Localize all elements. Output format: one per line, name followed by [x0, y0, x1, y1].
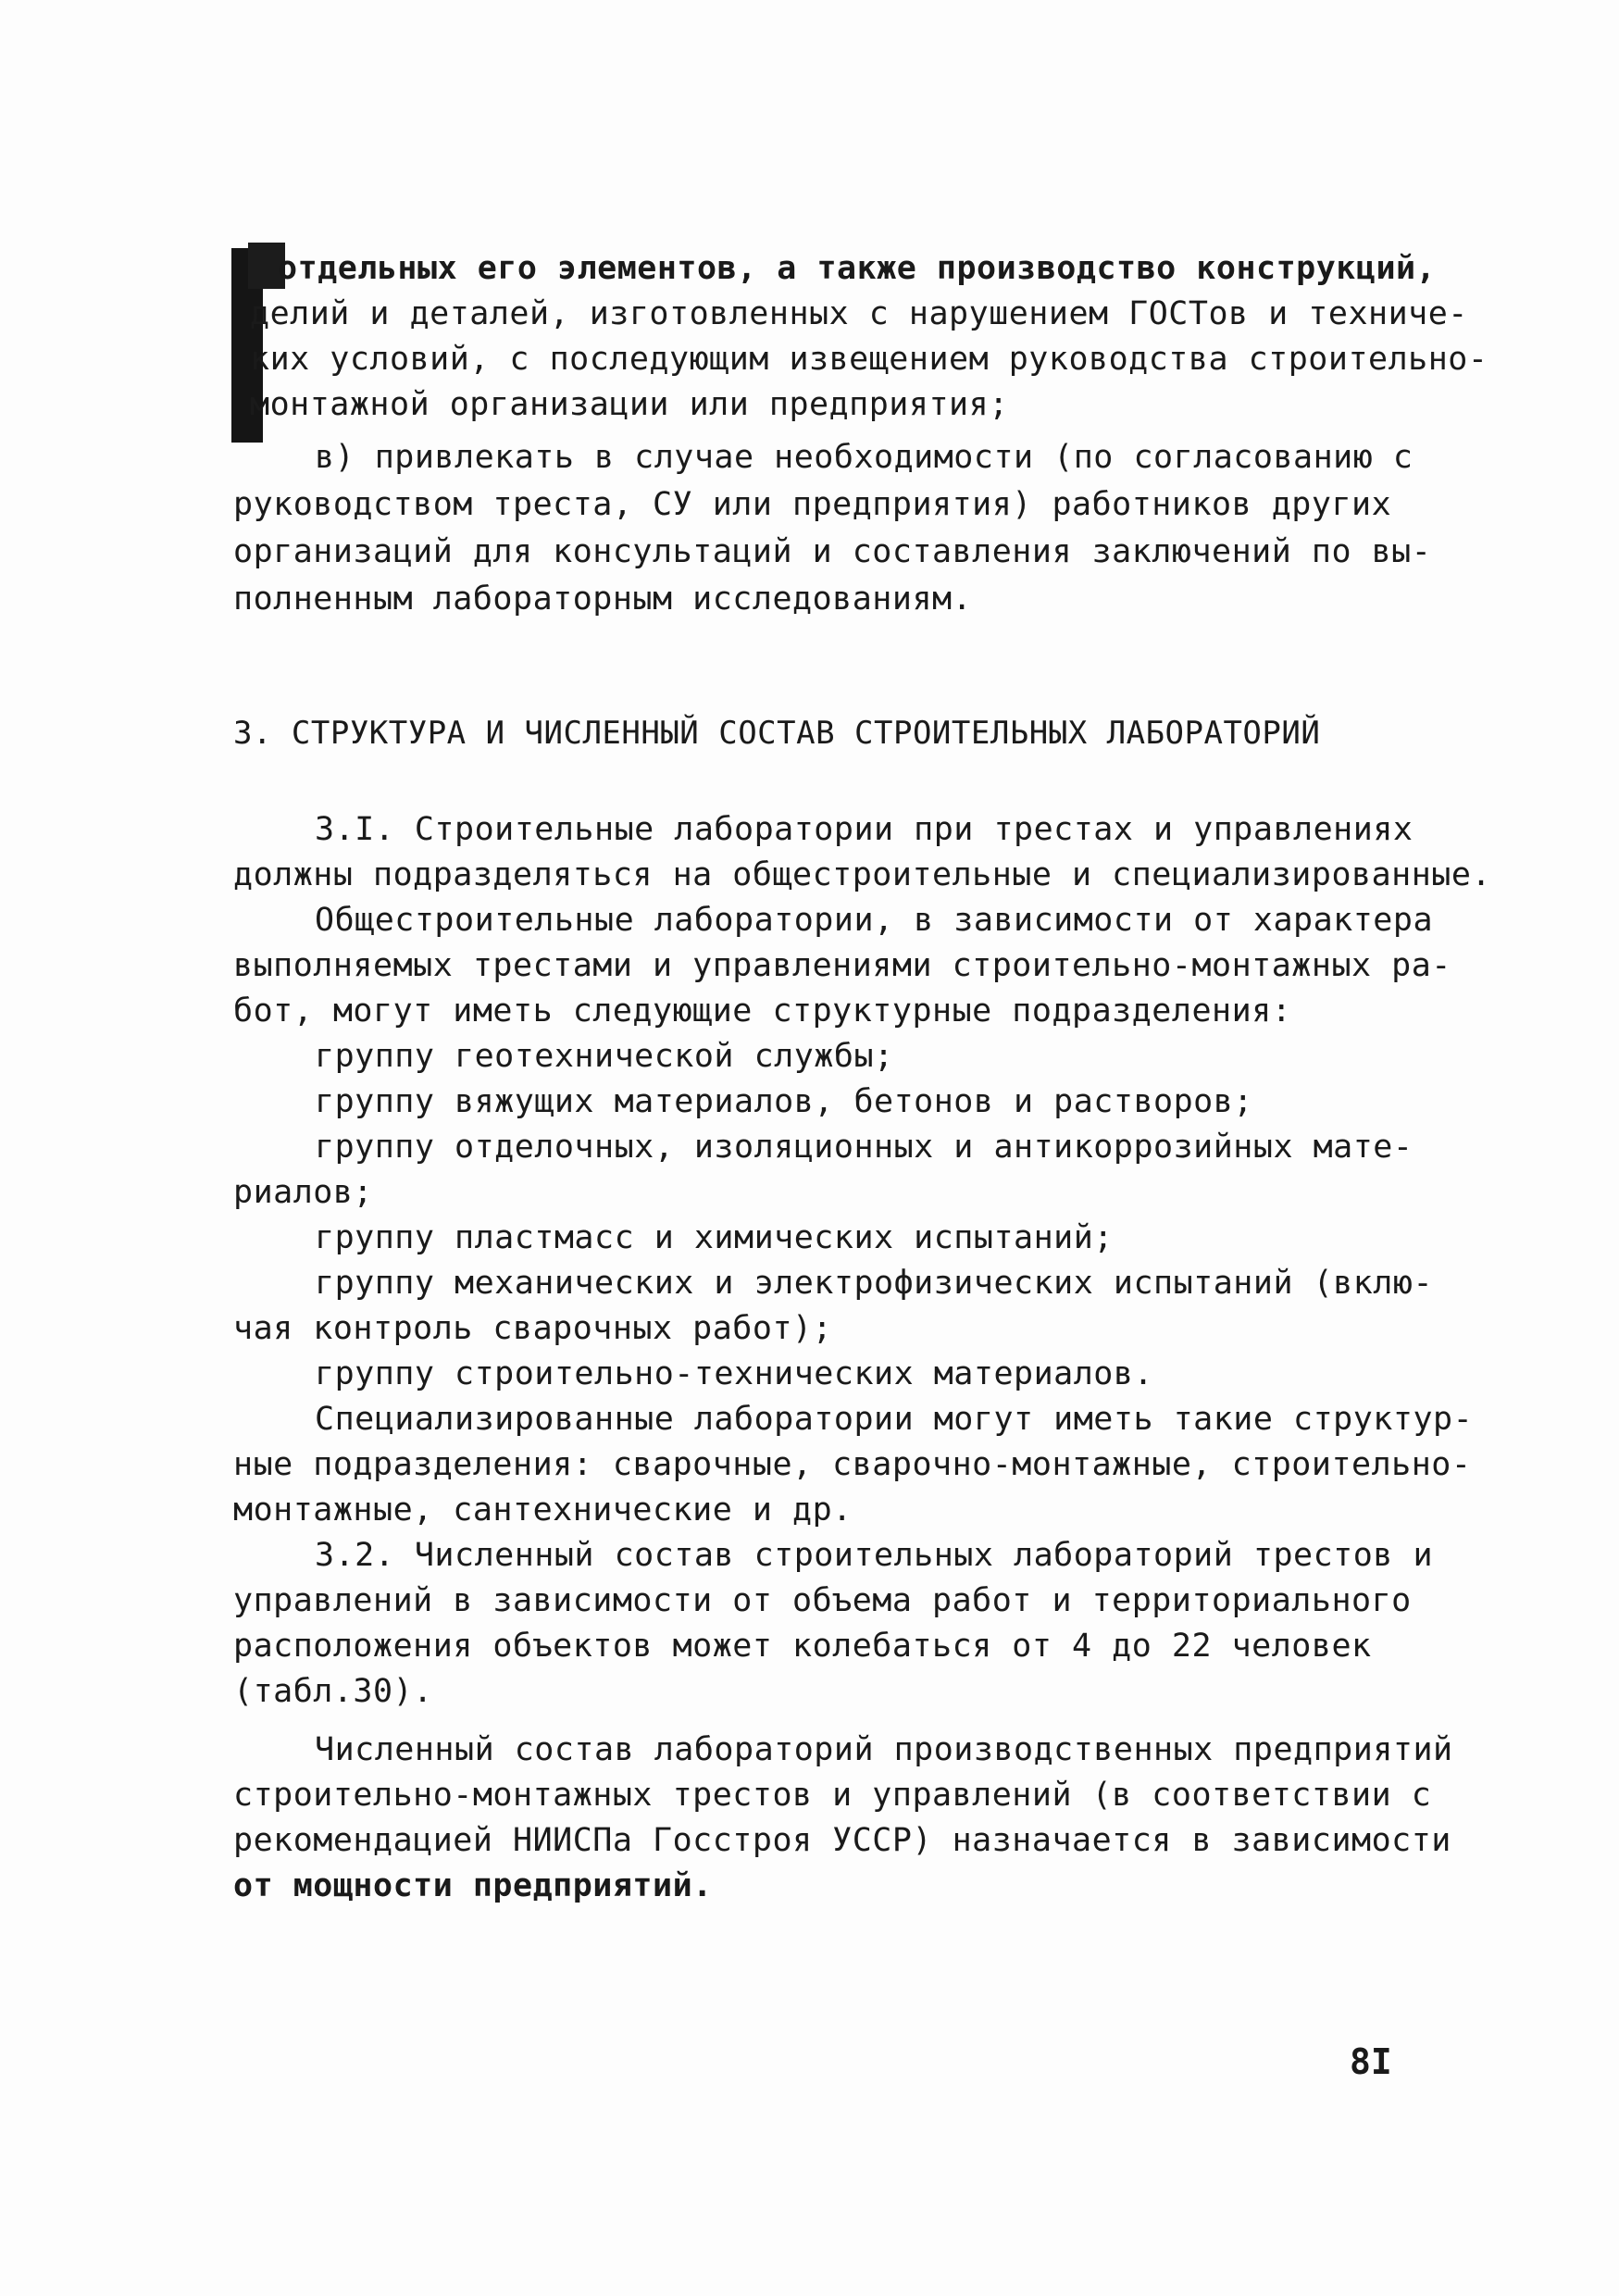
text-line: риалов;	[233, 1174, 374, 1211]
text-line: Общестроительные лаборатории, в зависимости от характера	[315, 902, 1434, 939]
text-line: должны подразделяться на общестроительные и специализированные.	[233, 856, 1492, 893]
text-line: группу отделочных, изоляционных и антикоррозийных мате-	[315, 1129, 1414, 1166]
text-line: строительно-монтажных трестов и управлений (в соответствии с	[233, 1777, 1432, 1814]
text-line: бот, могут иметь следующие структурные подразделения:	[233, 992, 1292, 1029]
section-heading: 3. СТРУКТУРА И ЧИСЛЕННЫЙ СОСТАВ СТРОИТЕЛЬНЫХ ЛАБОРАТОРИЙ	[233, 715, 1321, 752]
text-line: 3.I. Строительные лаборатории при трестах и управлениях	[315, 811, 1414, 848]
text-line: рекомендацией НИИСПа Госстроя УССР) назначается в зависимости	[233, 1822, 1451, 1859]
text-line: в) привлекать в случае необходимости (по согласованию с	[315, 439, 1414, 476]
text-line: группу пластмасс и химических испытаний;	[315, 1219, 1114, 1256]
text-line: организаций для консультаций и составления заключений по вы-	[233, 533, 1432, 570]
text-line: ких условий, с последующим извещением руководства строительно-	[250, 341, 1488, 378]
text-line: группу вяжущих материалов, бетонов и растворов;	[315, 1083, 1253, 1120]
text-line: (табл.30).	[233, 1673, 433, 1710]
text-line: чая контроль сварочных работ);	[233, 1310, 833, 1347]
text-line: монтажной организации или предприятия;	[250, 386, 1009, 423]
text-line: полненным лабораторным исследованиям.	[233, 580, 973, 618]
text-line: Численный состав лабораторий производственных предприятий	[315, 1731, 1453, 1768]
text-line: группу строительно-технических материалов.	[315, 1355, 1154, 1392]
text-line: группу геотехнической службы;	[315, 1038, 894, 1075]
text-line: Специализированные лаборатории могут иметь такие структур-	[315, 1401, 1474, 1438]
text-line: делий и деталей, изготовленных с нарушением ГОСТов и техниче-	[250, 295, 1468, 332]
text-line: руководством треста, СУ или предприятия) работников других	[233, 486, 1392, 523]
page-number: 8I	[1350, 2041, 1392, 2082]
text-line: расположения объектов может колебаться от 4 до 22 человек	[233, 1628, 1372, 1665]
text-line: 3.2. Численный состав строительных лабораторий трестов и	[315, 1537, 1434, 1574]
text-line: монтажные, сантехнические и др.	[233, 1491, 853, 1529]
text-line: выполняемых трестами и управлениями строительно-монтажных ра-	[233, 947, 1451, 984]
text-line: от мощности предприятий.	[233, 1867, 713, 1904]
text-line: отдельных его элементов, а также производство конструкций,	[278, 250, 1437, 287]
text-line: управлений в зависимости от объема работ и территориального	[233, 1582, 1412, 1619]
text-line: ные подразделения: сварочные, сварочно-монтажные, строительно-	[233, 1446, 1472, 1483]
text-line: группу механических и электрофизических испытаний (вклю-	[315, 1265, 1434, 1302]
